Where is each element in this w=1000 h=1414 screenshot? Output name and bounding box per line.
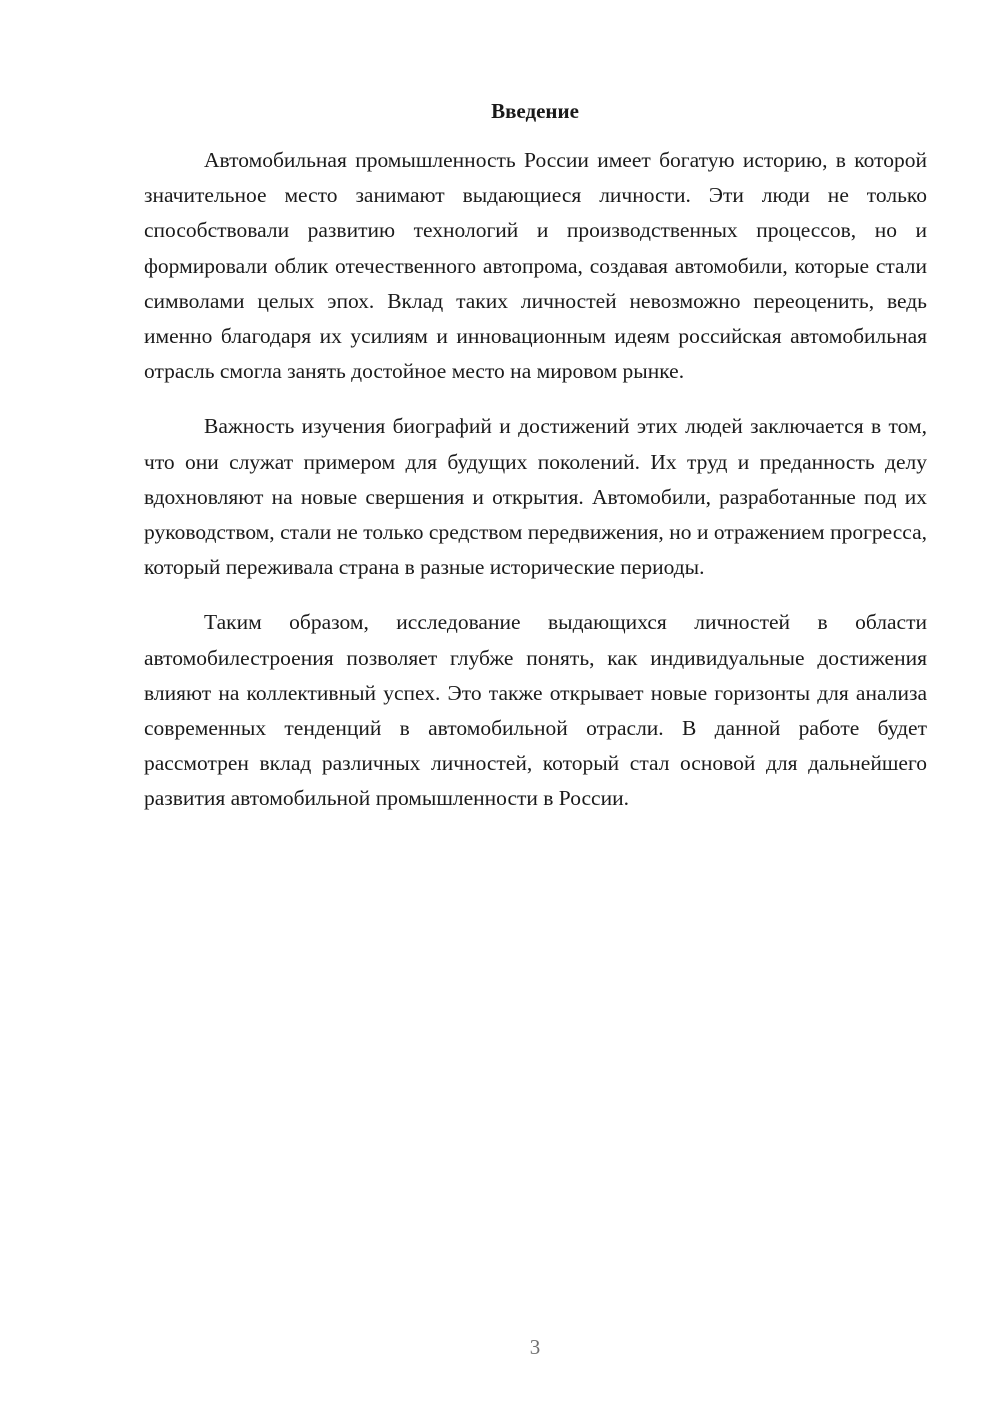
paragraph-2: Важность изучения биографий и достижений этих людей заключается в том, что они служат примером для будущих поколений. Их труд и преданность делу вдохновляют на новые свершения и открытия. Автомобили, разработанные под их руководством, стали не только средством передвижения, но и отражением прогресса, который переживала страна в разные исторические периоды. (144, 414, 927, 580)
paragraph-1: Автомобильная промышленность России имеет богатую историю, в которой значительное место занимают выдающиеся личности. Эти люди не только способствовали развитию технологий и производственных процессов, но и формировали облик отечественного автопрома, создавая автомобили, которые стали символами целых эпох. Вклад таких личностей невозможно переоценить, ведь именно благодаря их усилиям и инновационным идеям российская автомобильная отрасль смогла занять достойное место на мировом рынке. (144, 148, 927, 384)
body-text (144, 143, 927, 837)
section-title: Введение (491, 99, 579, 123)
page-number: 3 (529, 1335, 541, 1359)
paragraph-3: Таким образом, исследование выдающихся личностей в области автомобилестроения позволяет глубже понять, как индивидуальные достижения влияют на коллективный успех. Это также открывает новые горизонты для анализа современных тенденций в автомобильной отрасли. В данной работе будет рассмотрен вклад различных личностей, который стал основой для дальнейшего развития автомобильной промышленности в России. (144, 610, 927, 811)
